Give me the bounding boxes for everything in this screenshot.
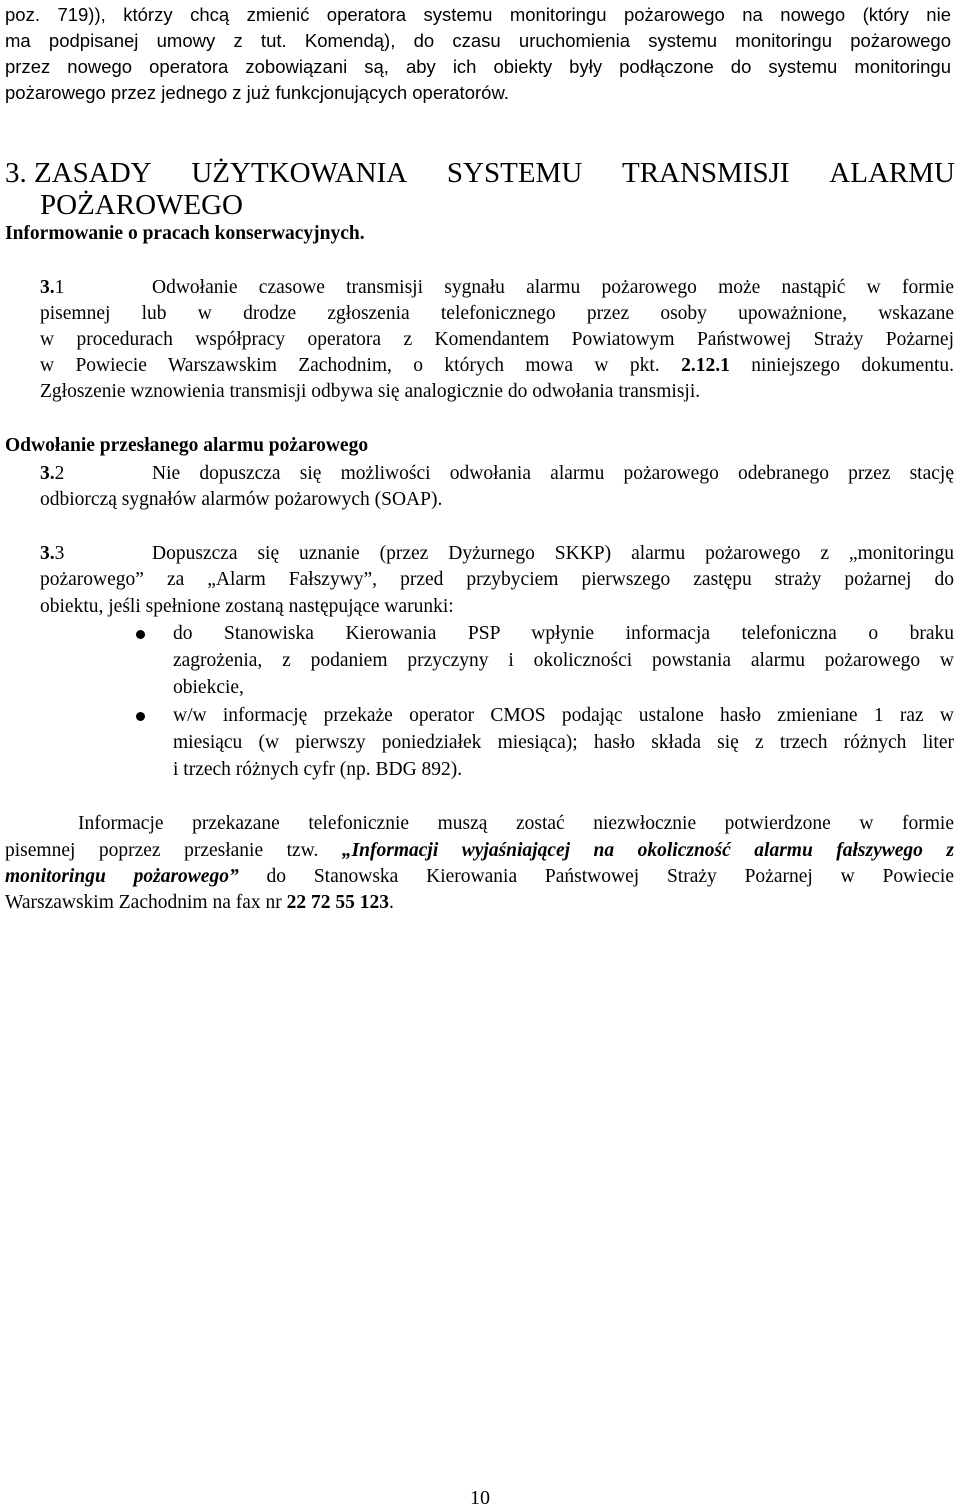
closing-line-3: monitoringu pożarowego” do Stanowska Kierowania Państwowej Straży Pożarnej w Powiecie	[5, 866, 954, 887]
point-3-1-line-3: w procedurach współpracy operatora z Komendantem Powiatowym Państwowej Straży Pożarnej	[40, 329, 954, 350]
closing-line-2: pisemnej poprzez przesłanie tzw. „Informacji wyjaśniającej na okoliczność alarmu fałszywego z	[5, 840, 954, 861]
section-number-and-word-1: 3. ZASADY	[5, 157, 152, 189]
section-word-2: UŻYTKOWANIA	[191, 157, 408, 189]
condition-1-line-1: do Stanowiska Kierowania PSP wpłynie informacja telefoniczna o braku	[173, 623, 954, 644]
point-3-3-line-1: Dopuszcza się uznanie (przez Dyżurnego SKKP) alarmu pożarowego z „monitoringu	[152, 543, 954, 564]
point-3-2-line-1: Nie dopuszcza się możliwości odwołania alarmu pożarowego odebranego przez stację	[152, 463, 954, 484]
section-word-4: TRANSMISJI	[621, 157, 790, 189]
intro-line-3: przez nowego operatora zobowiązani są, aby ich obiekty były podłączone do systemu monitoringu	[5, 56, 951, 77]
point-3-1-line-2: pisemnej lub w drodze zgłoszenia telefonicznego przez osoby upoważnione, wskazane	[40, 303, 954, 324]
bullet-dot-icon	[136, 630, 145, 639]
point-3-3-number: 3.3	[40, 543, 65, 564]
point-3-1-line-1: Odwołanie czasowe transmisji sygnału alarmu pożarowego może nastąpić w formie	[152, 277, 954, 298]
section-word-3: SYSTEMU	[446, 157, 583, 189]
fax-number: 22 72 55 123	[286, 892, 390, 913]
intro-line-1: poz. 719)), którzy chcą zmienić operatora systemu monitoringu pożarowego na nowego (który nie	[5, 4, 951, 25]
closing-line-4: Warszawskim Zachodnim na fax nr 22 72 55 123.	[5, 892, 394, 913]
point-3-3-line-2: pożarowego” za „Alarm Fałszywy”, przed przybyciem pierwszego zastępu straży pożarnej do	[40, 569, 954, 590]
intro-line-2: ma podpisanej umowy z tut. Komendą), do czasu uruchomienia systemu monitoringu pożarowego	[5, 30, 951, 51]
subsection-1-title: Informowanie o pracach konserwacyjnych.	[5, 223, 365, 244]
reference-2-12-1: 2.12.1	[681, 355, 730, 376]
condition-1-line-3: obiekcie,	[173, 677, 244, 698]
section-heading-line-1	[5, 156, 955, 190]
section-word-5: ALARMU	[829, 157, 955, 189]
condition-2-line-1: w/w informację przekaże operator CMOS podając ustalone hasło zmieniane 1 raz w	[173, 705, 954, 726]
point-3-1-line-5: Zgłoszenie wznowienia transmisji odbywa się analogicznie do odwołania transmisji.	[40, 381, 701, 402]
point-3-2-line-2: odbiorczą sygnałów alarmów pożarowych (SOAP).	[40, 489, 443, 510]
page-number: 10	[470, 1487, 490, 1509]
point-3-3-line-3: obiektu, jeśli spełnione zostaną następujące warunki:	[40, 596, 454, 617]
subsection-2-title: Odwołanie przesłanego alarmu pożarowego	[5, 435, 369, 456]
section-heading-line-2: POŻAROWEGO	[40, 189, 243, 221]
condition-2-line-3: i trzech różnych cyfr (np. BDG 892).	[173, 759, 463, 780]
point-3-1-number: 3.1	[40, 277, 65, 298]
closing-line-1: Informacje przekazane telefonicznie muszą zostać niezwłocznie potwierdzone w formie	[78, 813, 954, 834]
condition-2-line-2: miesiącu (w pierwszy poniedziałek miesiąca); hasło składa się z trzech różnych liter	[173, 732, 954, 753]
bullet-dot-icon	[136, 712, 145, 721]
point-3-1-line-4: w Powiecie Warszawskim Zachodnim, o których mowa w pkt. 2.12.1 niniejszego dokumentu.	[40, 355, 955, 376]
condition-1-line-2: zagrożenia, z podaniem przyczyny i okoliczności powstania alarmu pożarowego w	[173, 650, 954, 671]
intro-line-4: pożarowego przez jednego z już funkcjonujących operatorów.	[5, 82, 509, 103]
point-3-2-number: 3.2	[40, 463, 65, 484]
